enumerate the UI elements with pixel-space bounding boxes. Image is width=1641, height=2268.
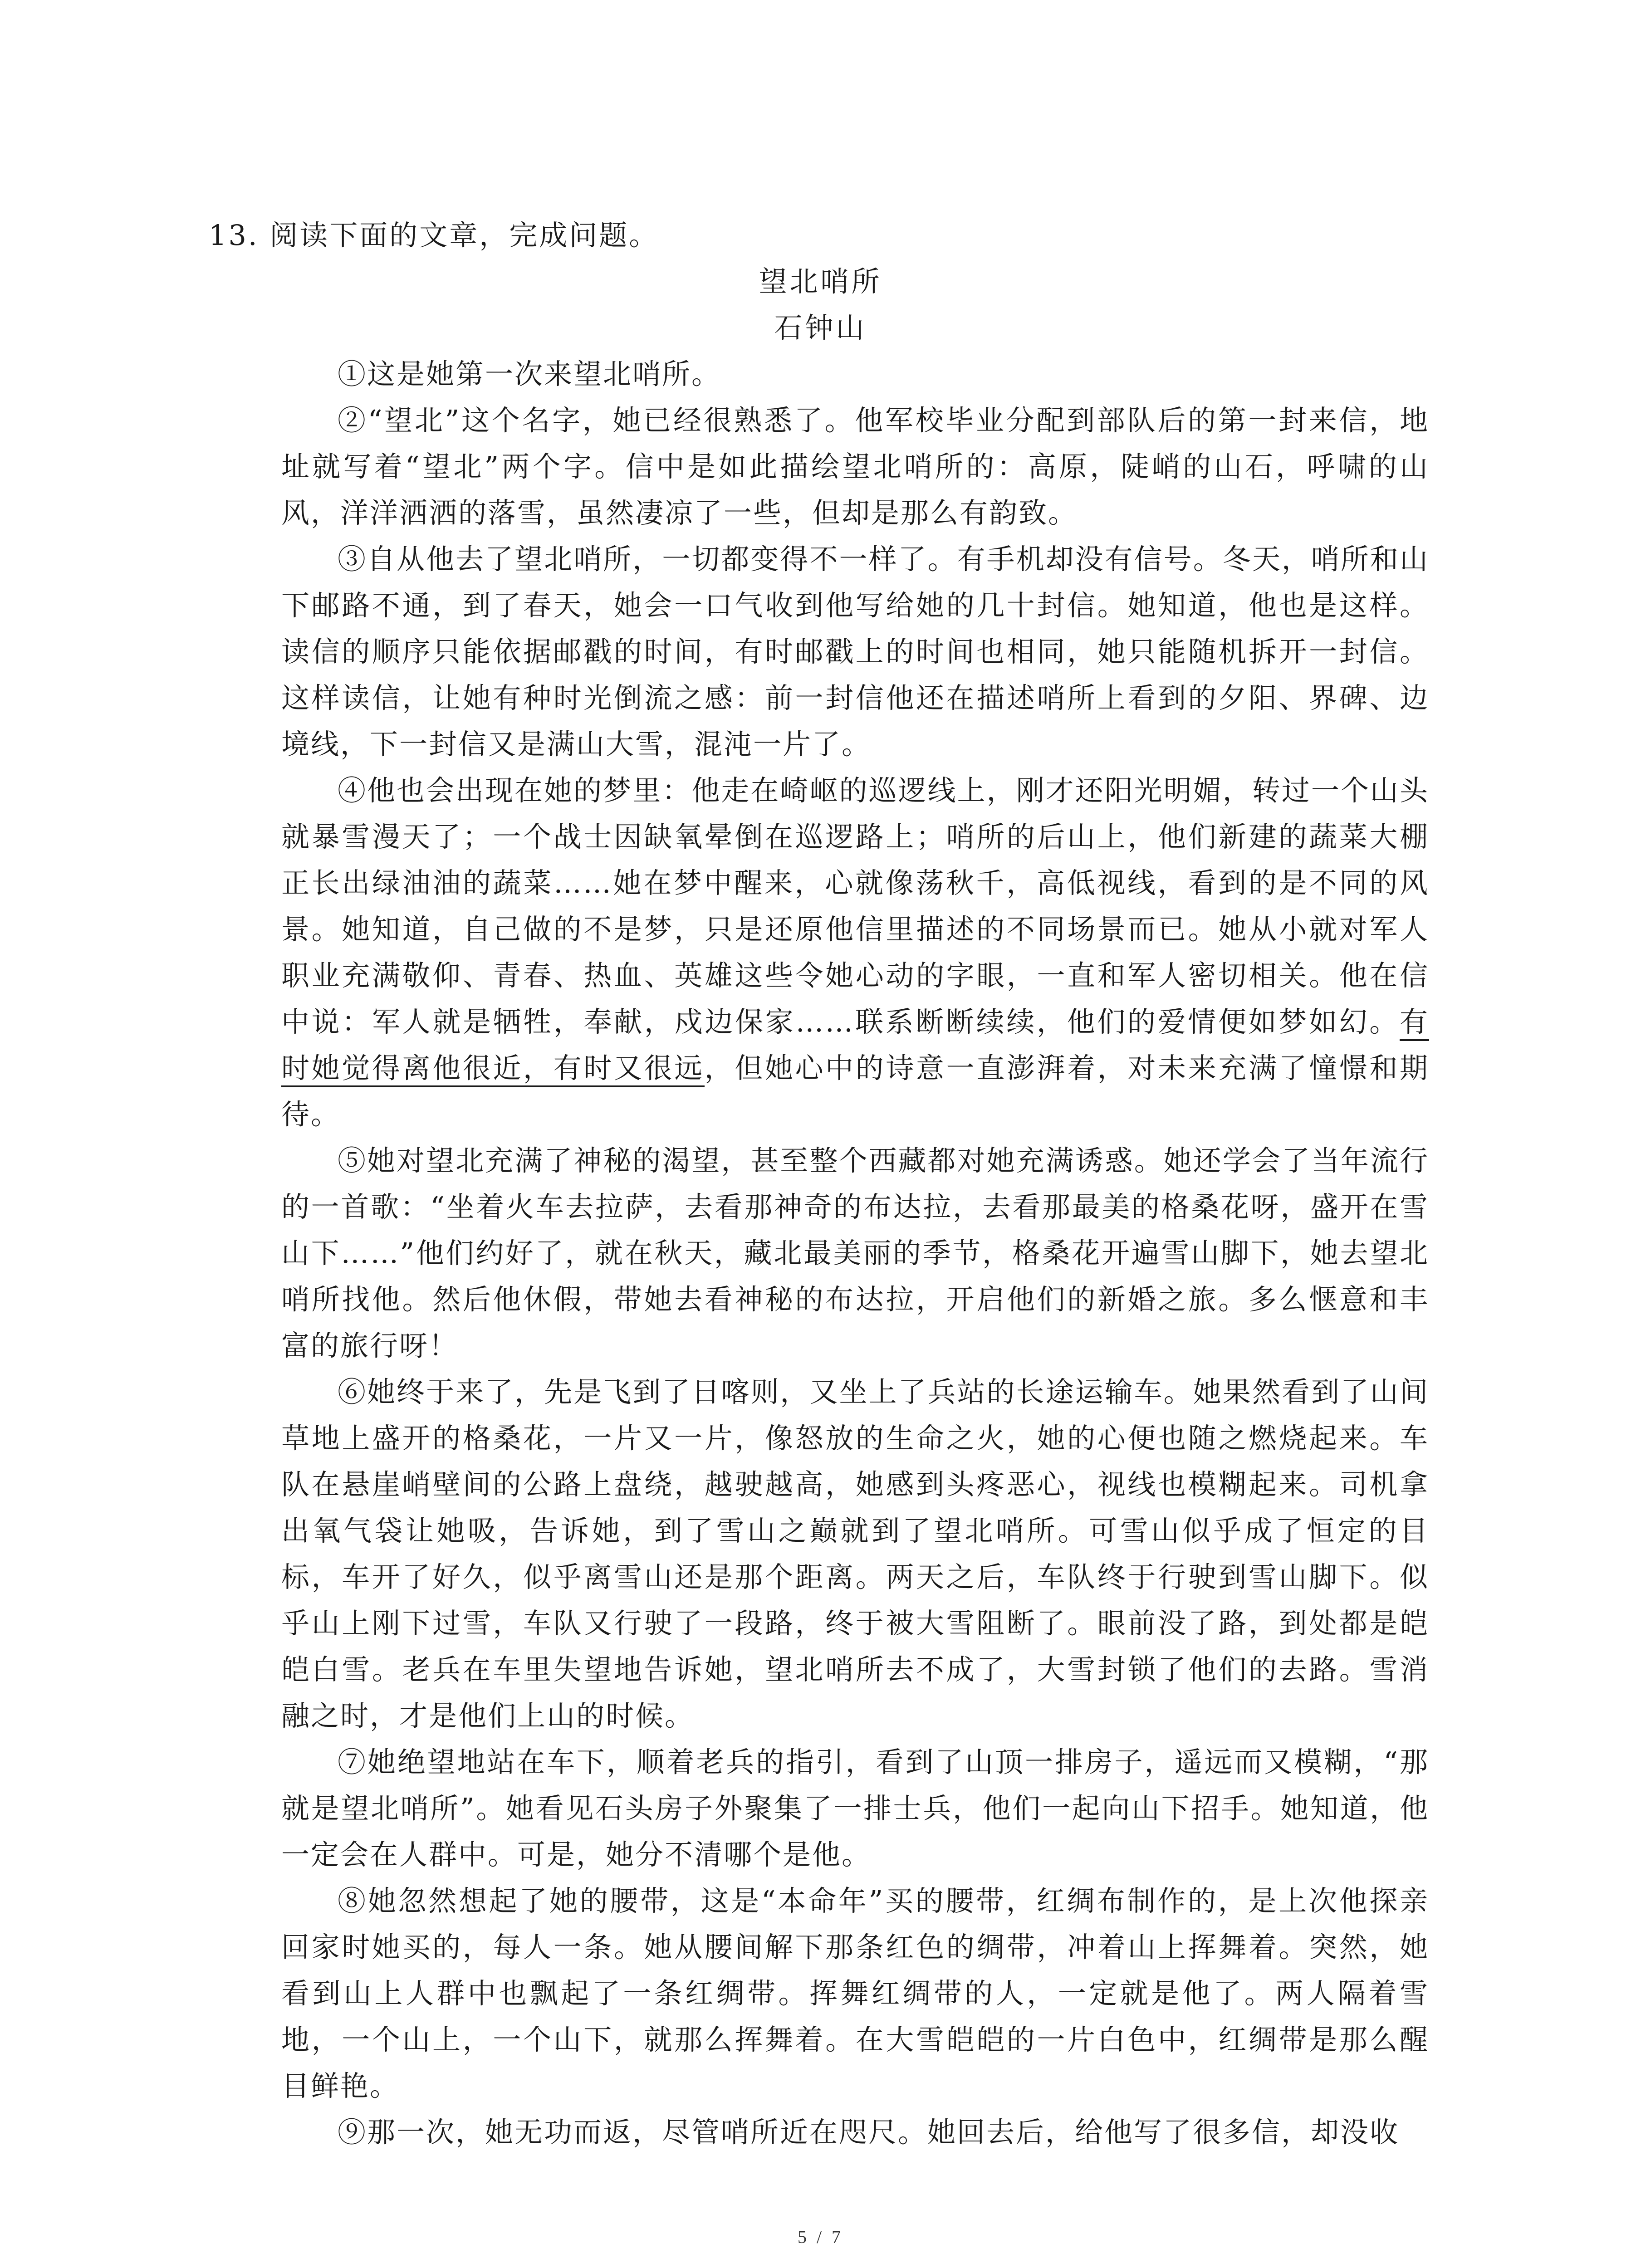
paragraph-7: ⑦她绝望地站在车下，顺着老兵的指引，看到了山顶一排房子，遥远而又模糊，“那就是望北哨所”。她看见石头房子外聚集了一排士兵，他们一起向山下招手。她知道，他一定会在人群中。可是，她分不清哪个是他。 <box>281 1745 1429 1871</box>
paragraph-3: ③自从他去了望北哨所，一切都变得不一样了。有手机却没有信号。冬天，哨所和山下邮路不通，到了春天，她会一口气收到他写给她的几十封信。她知道，他也是这样。读信的顺序只能依据邮戳的时间，有时邮戳上的时间也相同，她只能随机拆开一封信。这样读信，让她有种时光倒流之感：前一封信他还在描述哨所上看到的夕阳、界碑、边境线，下一封信又是满山大雪，混沌一片了。 <box>281 543 1429 761</box>
page-number: 5 / 7 <box>797 2227 844 2247</box>
paragraph-9: ⑨那一次，她无功而返，尽管哨所近在咫尺。她回去后，给他写了很多信，却没收 <box>338 2116 1400 2149</box>
article-body <box>281 351 1429 2156</box>
paragraph-8: ⑧她忽然想起了她的腰带，这是“本命年”买的腰带，红绸布制作的，是上次他探亲回家时她买的，每人一条。她从腰间解下那条红色的绸带，冲着山上挥舞着。突然，她看到山上人群中也飘起了一条红绸带。挥舞红绸带的人，一定就是他了。两人隔着雪地，一个山上，一个山下，就那么挥舞着。在大雪皑皑的一片白色中，红绸带是那么醒目鲜艳。 <box>281 1884 1429 2102</box>
paragraph-6: ⑥她终于来了，先是飞到了日喀则，又坐上了兵站的长途运输车。她果然看到了山间草地上盛开的格桑花，一片又一片，像怒放的生命之火，她的心便也随之燃烧起来。车队在悬崖峭壁间的公路上盘绕，越驶越高，她感到头疼恶心，视线也模糊起来。司机拿出氧气袋让她吸，告诉她，到了雪山之巅就到了望北哨所。可雪山似乎成了恒定的目标，车开了好久，似乎离雪山还是那个距离。两天之后，车队终于行驶到雪山脚下。似乎山上刚下过雪，车队又行驶了一段路，终于被大雪阻断了。眼前没了路，到处都是皑皑白雪。老兵在车里失望地告诉她，望北哨所去不成了，大雪封锁了他们的去路。雪消融之时，才是他们上山的时候。 <box>281 1375 1429 1732</box>
paragraph-1: ①这是她第一次来望北哨所。 <box>338 357 721 391</box>
paragraph-5: ⑤她对望北充满了神秘的渴望，甚至整个西藏都对她充满诱惑。她还学会了当年流行的一首歌：“坐着火车去拉萨，去看那神奇的布达拉，去看那最美的格桑花呀，盛开在雪山下……”他们约好了，就在秋天，藏北最美丽的季节，格桑花开遍雪山脚下，她去望北哨所找他。然后他休假，带她去看神秘的布达拉，开启他们的新婚之旅。多么惬意和丰富的旅行呀！ <box>281 1144 1429 1362</box>
paragraph-4-tail: ，但她心中的诗意一直澎湃着，对未来充满了憧憬和期待。 <box>281 1051 1429 1131</box>
paragraph-4-text: ④他也会出现在她的梦里：他走在崎岖的巡逻线上，刚才还阳光明媚，转过一个山头就暴雪漫天了；一个战士因缺氧晕倒在巡逻路上；哨所的后山上，他们新建的蔬菜大棚正长出绿油油的蔬菜……她在梦中醒来，心就像荡秋千，高低视线，看到的是不同的风景。她知道，自己做的不是梦，只是还原他信里描述的不同场景而已。她从小就对军人职业充满敬仰、青春、热血、英雄这些令她心动的字眼，一直和军人密切相关。他在信中说：军人就是牺牲，奉献，戍边保家……联系断断续续，他们的爱情便如梦如幻。 <box>281 774 1429 1038</box>
question-header: 13. 阅读下面的文章，完成问题。 <box>209 219 659 252</box>
underlined-sentence: 有时她觉得离他很近，有时又很远 <box>281 1005 1429 1087</box>
article-author: 石钟山 <box>774 311 867 344</box>
article-title: 望北哨所 <box>759 265 882 298</box>
paragraph-4 <box>281 767 1429 1138</box>
paragraph-2: ②“望北”这个名字，她已经很熟悉了。他军校毕业分配到部队后的第一封来信，地址就写着“望北”两个字。信中是如此描绘望北哨所的：高原，陡峭的山石，呼啸的山风，洋洋洒洒的落雪，虽然凄凉了一些，但却是那么有韵致。 <box>281 404 1429 529</box>
